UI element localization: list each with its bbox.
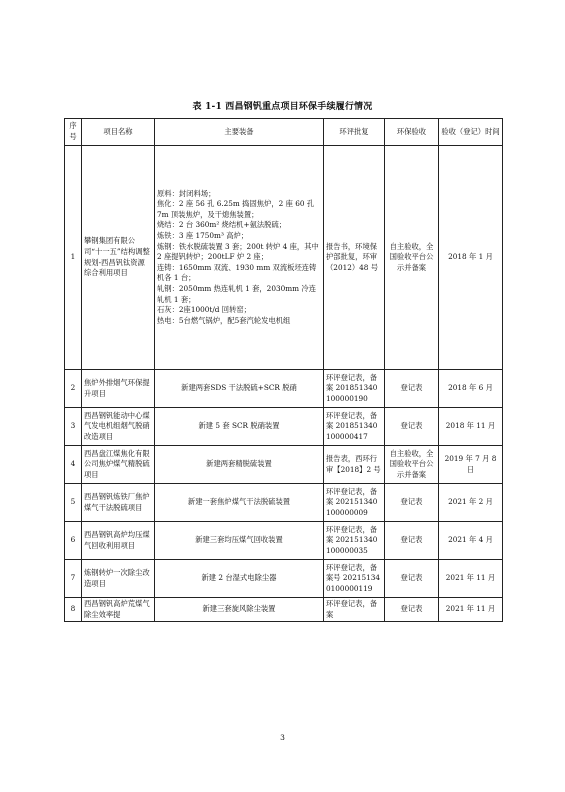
- cell-main-equipment: [155, 522, 324, 560]
- table-title: 表 1-1 西昌钢钒重点项目环保手续履行情况: [192, 102, 373, 112]
- table-row: [65, 522, 503, 560]
- cell-project-name: 西昌钢钒能动中心煤气发电机组烟气脱硝改造项目: [82, 408, 155, 446]
- cell-project-name: 西昌盘江煤焦化有限公司焦炉煤气精脱硫项目: [82, 446, 155, 484]
- page-number: 3: [280, 733, 285, 742]
- cell-eia-approval: 环评登记表，备案 201851340100000190: [324, 370, 385, 408]
- cell-acceptance: 自主验收，全国验收平台公示并备案: [385, 146, 439, 370]
- cell-no: 3: [65, 408, 82, 446]
- header-eia-approval: 环评批复: [324, 119, 385, 146]
- cell-project-name: 西昌钢钒高炉均压煤气回收利用项目: [82, 522, 155, 560]
- cell-acceptance-time: 2018 年 1 月: [439, 146, 503, 370]
- cell-acceptance: 登记表: [385, 484, 439, 522]
- equipment-line: 新建两套精脱硫装置: [206, 459, 272, 469]
- cell-main-equipment: [155, 370, 324, 408]
- table-body: [65, 146, 503, 622]
- table-row: [65, 484, 503, 522]
- cell-acceptance-time: 2021 年 2 月: [439, 484, 503, 522]
- equipment-line: 烧结：2 台 360m² 烧结机+氨法脱硫；: [157, 220, 287, 230]
- header-project-name: 项目名称: [82, 119, 155, 146]
- cell-acceptance-time: 2018 年 11 月: [439, 408, 503, 446]
- cell-acceptance-time: 2019 年 7 月 8 日: [439, 446, 503, 484]
- cell-acceptance: 登记表: [385, 598, 439, 622]
- equipment-line: 石灰：2座1000t/d 回转窑；: [157, 305, 251, 315]
- cell-no: 7: [65, 560, 82, 598]
- table-row: [65, 598, 503, 622]
- cell-project-name: 西昌钢钒高炉荒煤气除尘效率提: [82, 598, 155, 622]
- table-header-row: [65, 119, 503, 146]
- cell-acceptance-time: 2018 年 6 月: [439, 370, 503, 408]
- cell-eia-approval: 报告表，西环行审【2018】2 号: [324, 446, 385, 484]
- cell-project-name: 炼钢转炉一次除尘改造项目: [82, 560, 155, 598]
- header-acceptance-time: 验收（登记）时间: [439, 119, 503, 146]
- header-acceptance: 环保验收: [385, 119, 439, 146]
- cell-no: 5: [65, 484, 82, 522]
- equipment-line: 原料：封闭料场；: [157, 188, 216, 198]
- table-row: [65, 370, 503, 408]
- cell-no: 6: [65, 522, 82, 560]
- header-main-equipment: 主要装备: [155, 119, 324, 146]
- equipment-line: 新建三套均压煤气回收装置: [195, 535, 283, 545]
- cell-eia-approval: 环评登记表，备案 201851340100000417: [324, 408, 385, 446]
- cell-project-name: 西昌钢钒炼铁厂焦炉煤气干法脱硫项目: [82, 484, 155, 522]
- cell-no: 4: [65, 446, 82, 484]
- equipment-line: 新建三套旋风除尘装置: [202, 604, 276, 614]
- table-row: [65, 560, 503, 598]
- equipment-line: 新建 2 台湿式电除尘器: [201, 573, 277, 583]
- cell-no: 2: [65, 370, 82, 408]
- cell-eia-approval: 环评登记表，备案 202151340100000035: [324, 522, 385, 560]
- equipment-line: 新建两套SDS 干法脱硫+SCR 脱硝: [181, 383, 297, 393]
- equipment-line: 新建一套焦炉煤气干法脱硫装置: [187, 497, 291, 507]
- cell-acceptance-time: 2021 年 11 月: [439, 598, 503, 622]
- project-table: [64, 118, 503, 622]
- equipment-line: 焦化：2 座 56 孔 6.25m 捣固焦炉，2 座 60 孔 7m 顶装焦炉，及干熄焦装置；: [157, 199, 315, 219]
- cell-acceptance-time: 2021 年 11 月: [439, 560, 503, 598]
- equipment-line: 连铸：1650mm 双流、1930 mm 双流板坯连铸机各 1 台；: [157, 262, 317, 283]
- header-no: 序号: [65, 119, 82, 146]
- cell-main-equipment: [155, 598, 324, 622]
- cell-main-equipment: [155, 146, 324, 370]
- equipment-line: 新建 5 套 SCR 脱硝装置: [198, 421, 280, 431]
- cell-eia-approval: 环评登记表，备案号 202151340100000119: [324, 560, 385, 598]
- cell-eia-approval: 报告书，环境保护部批复，环审（2012）48 号: [324, 146, 385, 370]
- equipment-line: 热电：5台燃气锅炉，配5套汽轮发电机组: [157, 315, 291, 325]
- cell-eia-approval: 环评登记表，备案 202151340100000009: [324, 484, 385, 522]
- cell-main-equipment: [155, 484, 324, 522]
- cell-main-equipment: [155, 408, 324, 446]
- cell-no: 1: [65, 146, 82, 370]
- cell-acceptance: 登记表: [385, 408, 439, 446]
- cell-acceptance: 登记表: [385, 522, 439, 560]
- equipment-line: 轧钢：2050mm 热连轧机 1 套，2030mm 冷连轧机 1 套；: [157, 283, 317, 304]
- table-row: [65, 446, 503, 484]
- equipment-line: 炼铁：3 座 1750m³ 高炉；: [157, 231, 249, 241]
- cell-acceptance: 登记表: [385, 560, 439, 598]
- cell-acceptance: 自主验收，全国验收平台公示并备案: [385, 446, 439, 484]
- cell-main-equipment: [155, 446, 324, 484]
- cell-main-equipment: [155, 560, 324, 598]
- cell-project-name: 攀钢集团有限公司“十一五”结构调整规划-西昌钒钛资源综合利用项目: [82, 146, 155, 370]
- table-row: [65, 408, 503, 446]
- cell-acceptance: 登记表: [385, 370, 439, 408]
- table-row: [65, 146, 503, 370]
- cell-no: 8: [65, 598, 82, 622]
- cell-acceptance-time: 2021 年 4 月: [439, 522, 503, 560]
- cell-project-name: 焦炉外排烟气环保提升项目: [82, 370, 155, 408]
- cell-eia-approval: 环评登记表，备案: [324, 598, 385, 622]
- equipment-line: 炼钢：铁水脱硫装置 3 套；200t 转炉 4 座，其中 2 座提钒转炉；200tLF 炉 2 座；: [157, 241, 319, 262]
